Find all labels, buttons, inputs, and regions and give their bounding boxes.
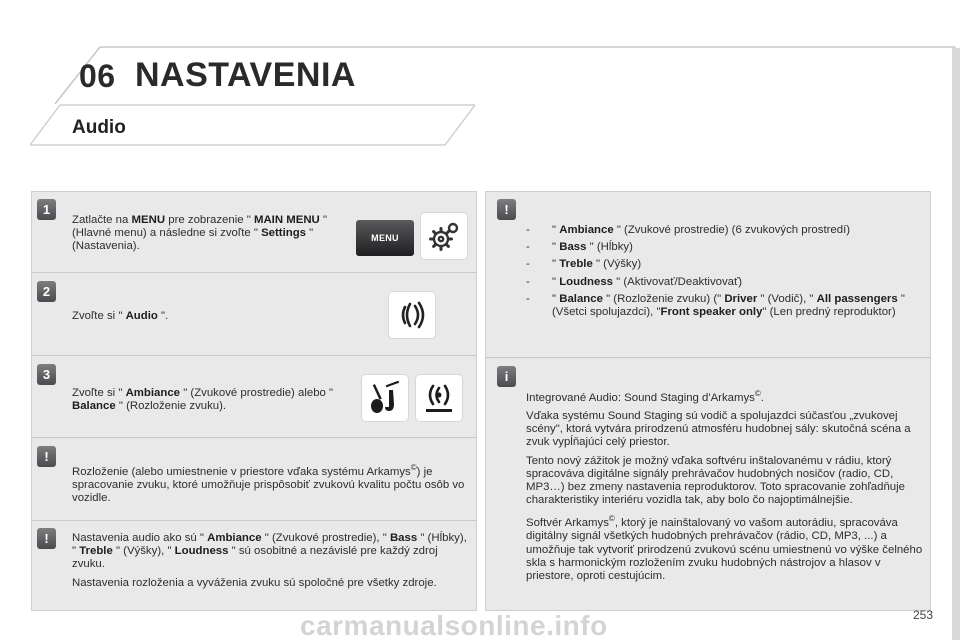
step-1-text: Zatlačte na MENU pre zobrazenie " MAIN MENU " (Hlavné menu) a následne si zvoľte " Settings " (Nastavenia). bbox=[72, 214, 327, 253]
page-number: 253 bbox=[912, 608, 933, 622]
step-3-text: Zvoľte si " Ambiance " (Zvukové prostredie) alebo " Balance " (Rozloženie zvuku). bbox=[72, 387, 334, 413]
list-item: - " Bass " (Hĺbky) bbox=[526, 241, 921, 254]
panel-separator bbox=[486, 357, 930, 358]
chapter-title: NASTAVENIA bbox=[135, 56, 356, 94]
step-badge-1: 1 bbox=[37, 199, 56, 220]
note-1-text: Rozloženie (alebo umiestnenie v priestore vďaka systému Arkamys©) je spracovanie zvuku, ktoré umožňuje prispôsobiť zvukovú kvalitu počtu osôb vo vozidle. bbox=[72, 463, 465, 505]
info-text: Integrované Audio: Sound Staging d'Arkamys©. Vďaka systému Sound Staging sú vodič a spolujazdci súčasťou „zvukovej scény", ktorá vytvára prirodzenú atmosféru hudobnej sály: skutočná scéna a zvuk vypĺňajúci celý priestor. Tento nový zážitok je možný vďaka softvéru inštalovanému v rádiu, ktorý spracováva digitálne signály prehrávačov hudobných nosičov (radio, CD, MP3…) bez zmeny nastavenia reproduktorov. Toto spracovanie zohľadňuje charakteristiky interiéru vozidla tak, aby bolo čo najoptimálnejšie. Softvér Arkamys©, ktorý je nainštalovaný vo vašom autorádiu, spracováva digitálny signál všetkých hudobných prehrávačov (rádio, CD, MP3, ...) a umožňuje tak vytvoriť prirodzenú zvukovú scénu umiestnenú vo výške čelného skla s harmonickým rozložením zvuku hudobných nástrojov a hlasov v priestore, oproti cestujúcim. bbox=[526, 389, 923, 583]
list-item: - " Loudness " (Aktivovať/Deaktivovať) bbox=[526, 276, 921, 289]
step-badge-2: 2 bbox=[37, 281, 56, 302]
panel-separator bbox=[32, 520, 476, 521]
list-item: - " Ambiance " (Zvukové prostredie) (6 zvukových prostredí) bbox=[526, 224, 921, 237]
list-item: - " Treble " (Výšky) bbox=[526, 258, 921, 271]
list-item: - " Balance " (Rozloženie zvuku) (" Driver " (Vodič), " All passengers " (Všetci spolujazdci), "Front speaker only" (Len predný reproduktor) bbox=[526, 293, 921, 319]
warning-badge: ! bbox=[37, 528, 56, 549]
section-title: Audio bbox=[72, 117, 126, 138]
warning-badge: ! bbox=[497, 199, 516, 220]
settings-gear-icon[interactable] bbox=[421, 213, 467, 259]
ambiance-instruments-icon[interactable] bbox=[362, 375, 408, 421]
chapter-number: 06 bbox=[79, 58, 116, 94]
watermark: carmanualsonline.info bbox=[300, 610, 608, 641]
panel-separator bbox=[32, 272, 476, 273]
info-badge: i bbox=[497, 366, 516, 387]
balance-icon[interactable] bbox=[416, 375, 462, 421]
panel-separator bbox=[32, 355, 476, 356]
settings-list bbox=[526, 224, 921, 323]
menu-button[interactable]: MENU bbox=[356, 220, 414, 256]
step-badge-3: 3 bbox=[37, 364, 56, 385]
page-edge-strip bbox=[952, 48, 960, 640]
step-2-text: Zvoľte si " Audio ". bbox=[72, 310, 169, 322]
panel-separator bbox=[32, 437, 476, 438]
warning-badge: ! bbox=[37, 446, 56, 467]
audio-speaker-icon[interactable] bbox=[389, 292, 435, 338]
note-2-text: Nastavenia audio ako sú " Ambiance " (Zvukové prostredie), " Bass " (Hĺbky), " Treble " (Výšky), " Loudness " sú osobitné a nezávislé pre každý zdroj zvuku. Nastavenia rozloženia a vyváženia zvuku sú spoločné pre všetky zdroje. bbox=[72, 532, 467, 589]
